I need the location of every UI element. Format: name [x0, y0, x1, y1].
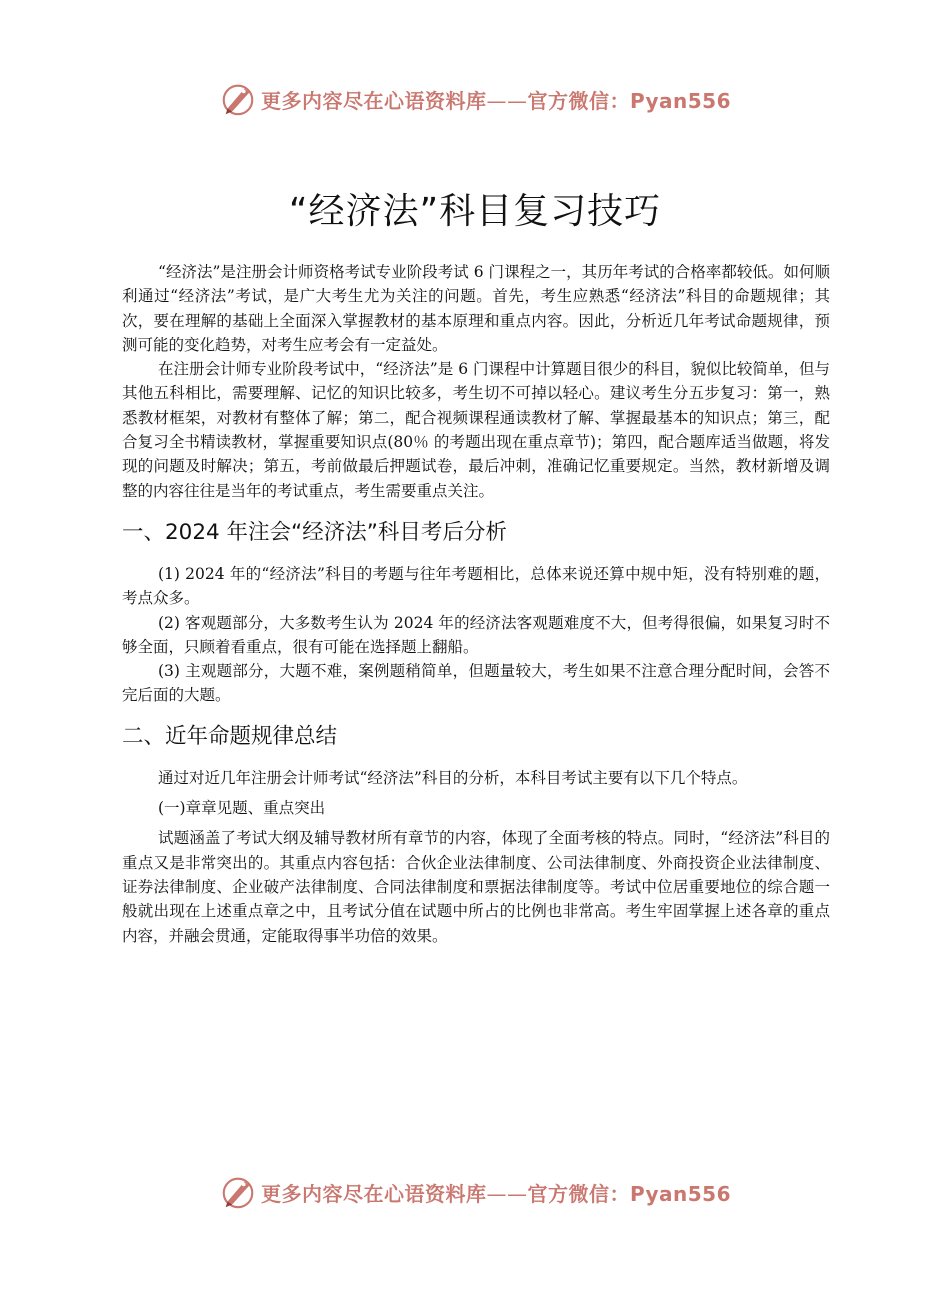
pen-logo-icon	[219, 80, 257, 118]
pen-logo-icon	[219, 1173, 257, 1211]
intro-paragraph-2: 在注册会计师专业阶段考试中，“经济法”是 6 门课程中计算题目很少的科目，貌似比较简单，但与其他五科相比，需要理解、记忆的知识比较多，考生切不可掉以轻心。建议考生分五步复习：第一，熟悉教材框架，对教材有整体了解；第二，配合视频课程通读教材了解、掌握最基本的知识点；第三，配合复习全书精读教材，掌握重要知识点(80％ 的考题出现在重点章节)；第四，配合题库适当做题，将发现的问题及时解决；第五，考前做最后押题试卷，最后冲刺，准确记忆重要规定。当然，教材新增及调整的内容往往是当年的考试重点，考生需要重点关注。	[122, 360, 830, 500]
section-2-intro: 通过对近几年注册会计师考试“经济法”科目的分析，本科目考试主要有以下几个特点。	[158, 768, 748, 787]
document-title: “经济法”科目复习技巧	[288, 191, 662, 232]
analysis-item-2: (2) 客观题部分，大多数考生认为 2024 年的经济法客观题难度不大，但考得很偏，如果复习时不够全面，只顾着看重点，很有可能在选择题上翻船。	[122, 613, 830, 656]
section-2-heading: 二、近年命题规律总结	[122, 723, 338, 749]
analysis-item-3: (3) 主观题部分，大题不难，案例题稍简单，但题量较大，考生如果不注意合理分配时间，会答不完后面的大题。	[122, 662, 830, 705]
subsection-body: 试题涵盖了考试大纲及辅导教材所有章节的内容，体现了全面考核的特点。同时，“经济法”科目的重点又是非常突出的。其重点内容包括：合伙企业法律制度、公司法律制度、外商投资企业法律制度、证券法律制度、企业破产法律制度、合同法律制度和票据法律制度等。考试中位居重要地位的综合题一般就出现在上述重点章之中，且考试分值在试题中所占的比例也非常高。考生牢固掌握上述各章的重点内容，并融会贯通，定能取得事半功倍的效果。	[122, 829, 830, 945]
header-banner	[0, 77, 950, 121]
banner-text: 更多内容尽在心语资料库——官方微信：Pyan556	[260, 1181, 732, 1206]
banner-text: 更多内容尽在心语资料库——官方微信：Pyan556	[260, 88, 732, 113]
subsection-heading: (一)章章见题、重点突出	[158, 799, 326, 818]
document-body	[122, 260, 830, 948]
intro-paragraph-1: “经济法”是注册会计师资格考试专业阶段考试 6 门课程之一，其历年考试的合格率都较低。如何顺利通过“经济法”考试，是广大考生尤为关注的问题。首先，考生应熟悉“经济法”科目的命题规律；其次，要在理解的基础上全面深入掌握教材的基本原理和重点内容。因此，分析近几年考试命题规律，预测可能的变化趋势，对考生应考会有一定益处。	[122, 263, 830, 354]
analysis-item-1: (1) 2024 年的“经济法”科目的考题与往年考题相比，总体来说还算中规中矩，没有特别难的题，考点众多。	[122, 564, 830, 608]
section-1-heading: 一、2024 年注会“经济法”科目考后分析	[122, 519, 507, 545]
footer-banner	[0, 1170, 950, 1214]
